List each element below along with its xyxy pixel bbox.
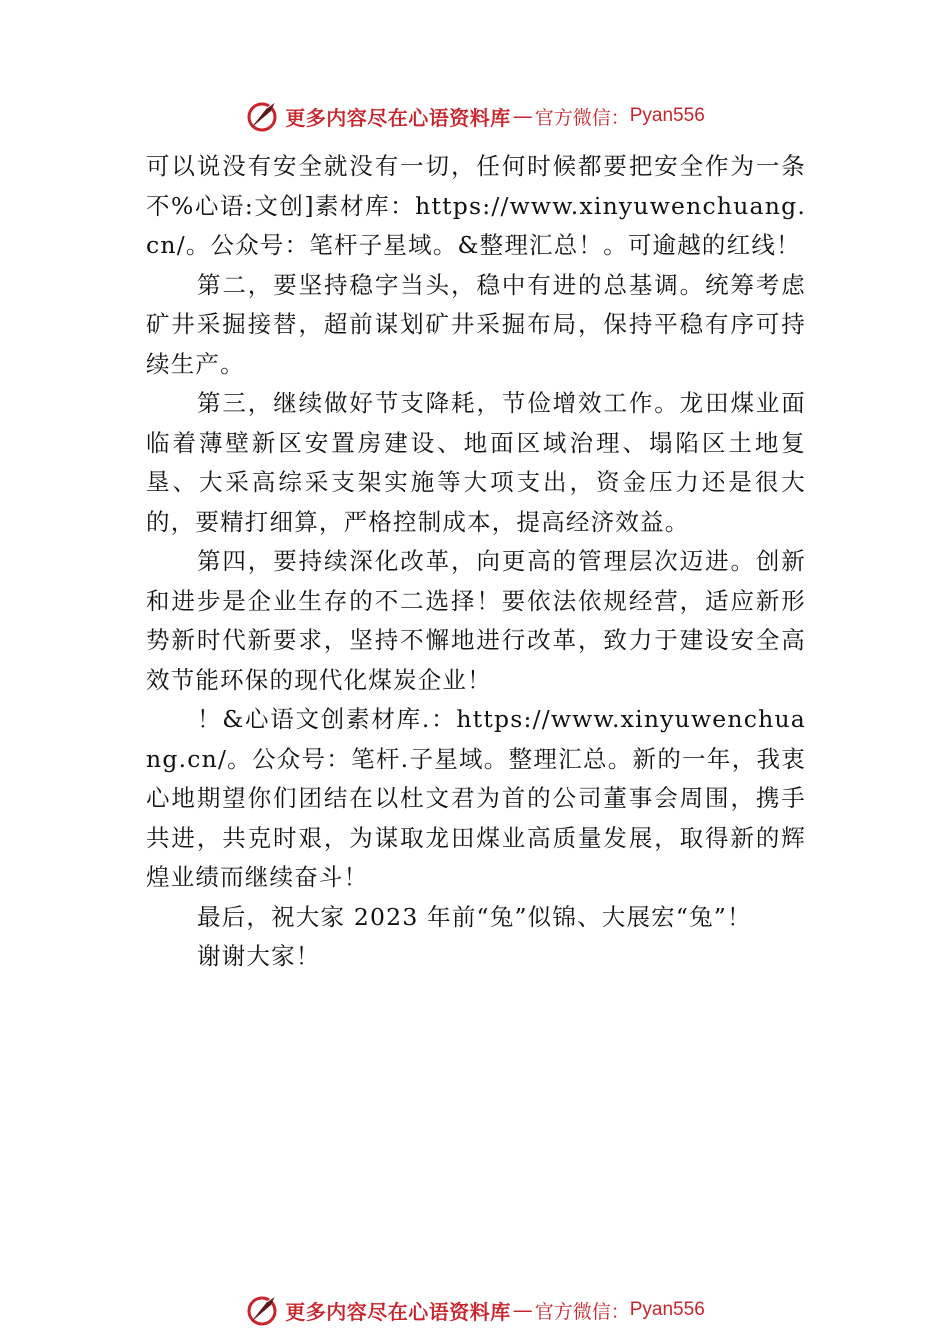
paragraph-safety: 可以说没有安全就没有一切，任何时候都要把安全作为一条不%心语:文创]素材库：https://www.xinyuwenchuang.cn/。公众号：笔杆子星域。&整理汇总！。可逾越的红线！ — [146, 152, 806, 259]
footer-brand-text: 更多内容尽在心语资料库 — [285, 1299, 511, 1324]
header-wechat-id: Pyan556 — [629, 105, 705, 126]
header-separator: — — [512, 104, 533, 128]
paragraph-third: 第三，继续做好节支降耗，节俭增效工作。龙田煤业面临着薄壁新区安置房建设、地面区域治理、塌陷区土地复垦、大采高综采支架实施等大项支出，资金压力还是很大的，要精打细算，严格控制成本，提高经济效益。 — [146, 389, 806, 536]
quill-pen-logo-icon — [245, 98, 281, 134]
paragraph-thanks: 谢谢大家！ — [197, 942, 321, 970]
paragraph-fourth: 第四，要持续深化改革，向更高的管理层次迈进。创新和进步是企业生存的不二选择！要依法依规经营，适应新形势新时代新要求，坚持不懈地进行改革，致力于建设安全高效节能环保的现代化煤炭企业！ — [146, 547, 806, 694]
footer-wechat-id: Pyan556 — [629, 1299, 705, 1320]
header-brand-text: 更多内容尽在心语资料库 — [285, 105, 511, 130]
footer-banner — [0, 1290, 950, 1330]
paragraph-second: 第二，要坚持稳字当头，稳中有进的总基调。统筹考虑矿井采掘接替，超前谋划矿井采掘布局，保持平稳有序可持续生产。 — [146, 270, 806, 378]
header-wechat-label: 官方微信： — [534, 106, 630, 129]
paragraph-closing-hope: ！&心语文创素材库.：https://www.xinyuwenchuang.cn/。公众号：笔杆.子星域。整理汇总。新的一年，我衷心地期望你们团结在以杜文君为首的公司董事会周围，携手共进，共克时艰，为谋取龙田煤业高质量发展，取得新的辉煌业绩而继续奋斗！ — [146, 705, 806, 891]
quill-pen-logo-icon — [245, 1292, 281, 1328]
footer-separator: — — [512, 1298, 533, 1322]
paragraph-wishes: 最后，祝大家 2023 年前“兔”似锦、大展宏“兔”！ — [197, 902, 752, 931]
footer-wechat-label: 官方微信： — [534, 1300, 630, 1323]
header-banner — [0, 96, 950, 136]
document-body — [146, 147, 806, 977]
